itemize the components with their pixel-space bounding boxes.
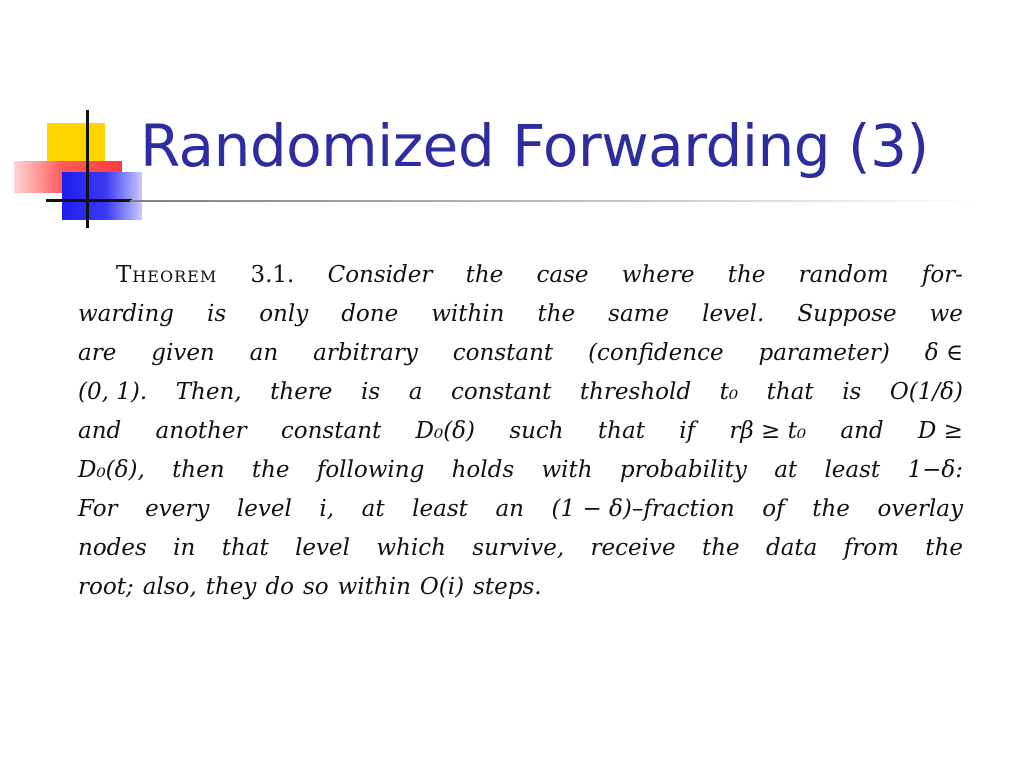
theorem-word: receive xyxy=(590,535,676,561)
theorem-word: (0, 1). xyxy=(78,379,148,405)
theorem-word: D₀(δ), xyxy=(78,457,145,483)
slide-title: Randomized Forwarding (3) xyxy=(140,112,929,180)
theorem-word: random xyxy=(798,262,889,288)
theorem-word: Suppose xyxy=(797,301,897,327)
theorem-word: data xyxy=(766,535,818,561)
theorem-word: O(1/δ) xyxy=(889,379,963,405)
theorem-word: and xyxy=(840,418,884,444)
corner-ornament-horizontal-line xyxy=(46,199,132,202)
theorem-word: same xyxy=(608,301,670,327)
theorem-line xyxy=(78,574,963,613)
theorem-word: that xyxy=(221,535,269,561)
theorem-word: steps. xyxy=(473,574,542,600)
theorem-word: δ ∈ xyxy=(924,340,963,366)
theorem-word: where xyxy=(621,262,695,288)
theorem-word: level xyxy=(236,496,292,522)
theorem-word: For xyxy=(78,496,118,522)
theorem-word: (1 − δ)–fraction xyxy=(551,496,735,522)
theorem-word: done xyxy=(341,301,399,327)
theorem-word: if xyxy=(679,418,696,444)
theorem-word: Consider xyxy=(327,262,433,288)
theorem-word: 1−δ: xyxy=(907,457,963,483)
theorem-word: D ≥ xyxy=(917,418,963,444)
theorem-word: which xyxy=(376,535,446,561)
theorem-word: the xyxy=(465,262,504,288)
theorem-word: constant xyxy=(280,418,382,444)
theorem-word: every xyxy=(145,496,210,522)
theorem-word: the xyxy=(251,457,290,483)
theorem-line xyxy=(78,496,963,535)
theorem-word: we xyxy=(929,301,963,327)
title-underline-rule xyxy=(130,200,980,202)
theorem-word: then xyxy=(172,457,225,483)
theorem-line xyxy=(78,535,963,574)
theorem-word: they xyxy=(205,574,257,600)
theorem-word: an xyxy=(495,496,524,522)
theorem-word: arbitrary xyxy=(313,340,418,366)
theorem-word: given xyxy=(151,340,215,366)
theorem-word: holds xyxy=(451,457,515,483)
theorem-word: the xyxy=(701,535,740,561)
theorem-word: at xyxy=(361,496,385,522)
theorem-word: is xyxy=(207,301,227,327)
theorem-word: threshold xyxy=(579,379,692,405)
theorem-word: of xyxy=(762,496,785,522)
theorem-word: overlay xyxy=(877,496,963,522)
theorem-word: there xyxy=(270,379,333,405)
theorem-word: warding xyxy=(78,301,175,327)
theorem-line xyxy=(78,301,963,340)
theorem-word: the xyxy=(727,262,766,288)
theorem-word: so xyxy=(302,574,329,600)
theorem-word: are xyxy=(78,340,117,366)
theorem-word: from xyxy=(843,535,899,561)
theorem-number: 3.1. xyxy=(250,262,295,288)
theorem-word: nodes xyxy=(78,535,147,561)
theorem-word: least xyxy=(412,496,468,522)
theorem-block xyxy=(78,262,963,613)
theorem-word: an xyxy=(249,340,279,366)
theorem-word: Then, xyxy=(175,379,242,405)
theorem-word: in xyxy=(173,535,196,561)
theorem-word: root; xyxy=(78,574,134,600)
theorem-line xyxy=(78,457,963,496)
theorem-word: the xyxy=(812,496,850,522)
theorem-word: level xyxy=(295,535,351,561)
theorem-word: with xyxy=(541,457,593,483)
theorem-word: parameter) xyxy=(758,340,890,366)
theorem-word: D₀(δ) xyxy=(415,418,476,444)
theorem-word: level. xyxy=(702,301,765,327)
theorem-line xyxy=(78,379,963,418)
theorem-word: that xyxy=(597,418,645,444)
theorem-word: at xyxy=(774,457,798,483)
corner-ornament-blue-square xyxy=(62,172,142,220)
theorem-word: for- xyxy=(921,262,963,288)
theorem-word: also, xyxy=(142,574,197,600)
theorem-word: rβ ≥ t₀ xyxy=(729,418,807,444)
theorem-word: following xyxy=(316,457,425,483)
theorem-word: constant xyxy=(452,340,554,366)
theorem-word: the xyxy=(925,535,963,561)
theorem-word: O(i) xyxy=(419,574,465,600)
theorem-line xyxy=(78,262,963,301)
theorem-word: probability xyxy=(619,457,747,483)
theorem-word: such xyxy=(509,418,564,444)
theorem-word: the xyxy=(537,301,576,327)
theorem-word: least xyxy=(824,457,881,483)
theorem-word: case xyxy=(536,262,589,288)
theorem-word: only xyxy=(259,301,309,327)
theorem-word: constant xyxy=(450,379,552,405)
theorem-word: i, xyxy=(319,496,335,522)
corner-ornament-vertical-line xyxy=(86,110,89,228)
theorem-heading: Theorem xyxy=(116,262,218,288)
theorem-word: is xyxy=(842,379,862,405)
theorem-line xyxy=(78,340,963,379)
theorem-word: survive, xyxy=(472,535,565,561)
theorem-word: t₀ xyxy=(719,379,739,405)
theorem-word: within xyxy=(337,574,411,600)
theorem-word: and xyxy=(78,418,122,444)
theorem-word: that xyxy=(766,379,814,405)
theorem-word: a xyxy=(408,379,423,405)
theorem-word: (confidence xyxy=(588,340,724,366)
theorem-word: within xyxy=(431,301,505,327)
theorem-line xyxy=(78,418,963,457)
theorem-word: do xyxy=(265,574,294,600)
theorem-word: another xyxy=(155,418,247,444)
theorem-word: is xyxy=(360,379,381,405)
